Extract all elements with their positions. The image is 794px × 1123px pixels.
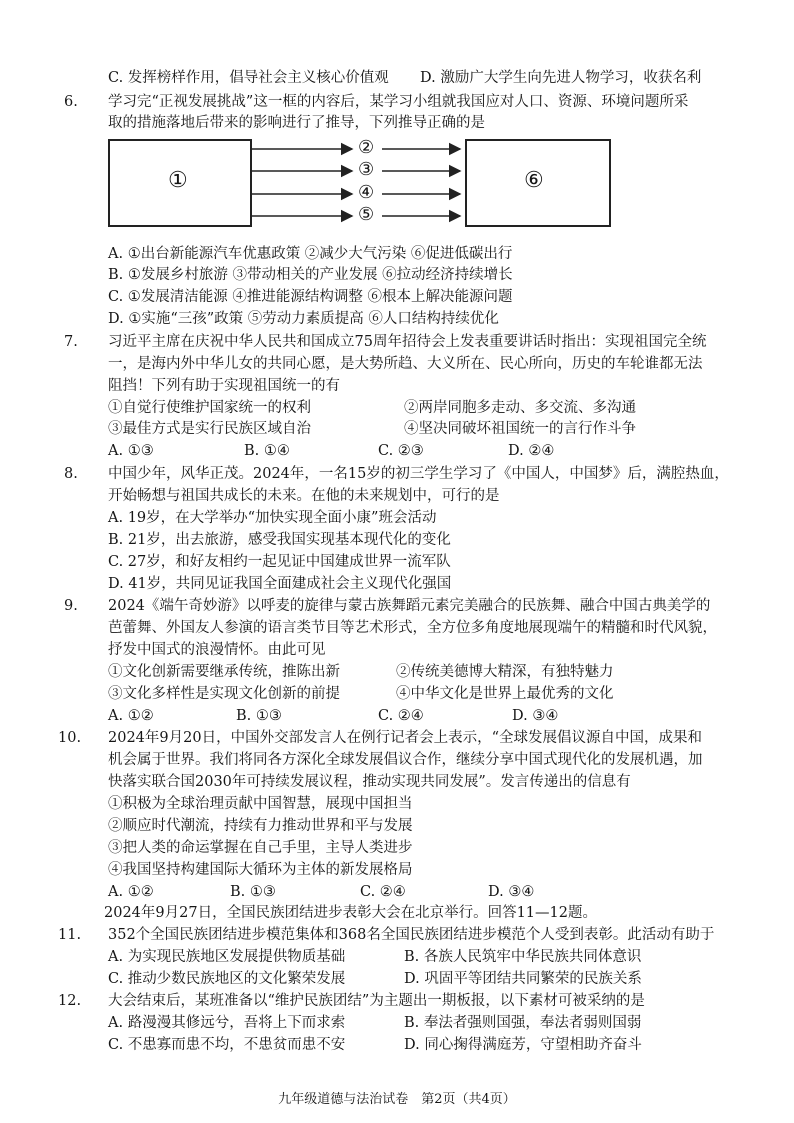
q10-statement-3: ③把人类的命运掌握在自己手里，主导人类进步	[108, 840, 413, 856]
q11-stem: 352个全国民族团结进步模范集体和368名全国民族团结进步模范个人受到表彰。此活动有助于	[108, 927, 715, 943]
q9-stem-line3: 抒发中国式的浪漫情怀。由此可见	[108, 642, 326, 658]
q10-option-b: B. ①③	[230, 884, 276, 900]
q8-option-b: B. 21岁，出去旅游，感受我国实现基本现代化的变化	[108, 532, 451, 548]
q9-number: 9.	[64, 598, 78, 614]
q12-option-b: B. 奉法者强则国强，奉法者弱则国弱	[404, 1015, 642, 1031]
q10-option-c: C. ②④	[360, 884, 406, 900]
q11-option-a: A. 为实现民族地区发展提供物质基础	[108, 949, 346, 965]
q10-option-d: D. ③④	[488, 884, 535, 900]
q8-option-c: C. 27岁，和好友相约一起见证中国建成世界一流军队	[108, 554, 451, 570]
q11-option-d: D. 巩固平等团结共同繁荣的民族关系	[404, 971, 642, 987]
q10-stem-line2: 机会属于世界。我们将同各方深化全球发展倡议合作，继续分享中国式现代化的发展机遇，加	[108, 752, 703, 768]
q7-option-d: D. ②④	[508, 443, 555, 459]
q8-option-a: A. 19岁，在大学举办“加快实现全面小康”班会活动	[108, 510, 437, 526]
q6-option-a: A. ①出台新能源汽车优惠政策 ②减少大气污染 ⑥促进低碳出行	[108, 246, 513, 262]
q8-stem-line2: 开始畅想与祖国共成长的未来。在他的未来规划中，可行的是	[108, 488, 500, 504]
q12-option-a: A. 路漫漫其修远兮，吾将上下而求索	[108, 1015, 346, 1031]
q11-option-b: B. 各族人民筑牢中华民族共同体意识	[404, 949, 642, 965]
q7-stem-line3: 阻挡！下列有助于实现祖国统一的有	[108, 378, 340, 394]
q6-option-c: C. ①发展清洁能源 ④推进能源结构调整 ⑥根本上解决能源问题	[108, 289, 513, 305]
q9-statement-3: ③文化多样性是实现文化创新的前提	[108, 686, 340, 702]
q11-12-intro: 2024年9月27日，全国民族团结进步表彰大会在北京举行。回答11—12题。	[104, 905, 597, 921]
q10-stem-line3: 快落实联合国2030年可持续发展议程，推动实现共同发展”。发言传递出的信息有	[108, 774, 631, 790]
q10-statement-2: ②顺应时代潮流，持续有力推动世界和平与发展	[108, 818, 413, 834]
q9-statement-2: ②传统美德博大精深，有独特魅力	[396, 664, 614, 680]
q8-option-d: D. 41岁，共同见证我国全面建成社会主义现代化强国	[108, 576, 452, 592]
q11-number: 11.	[58, 927, 82, 943]
diagram-label-5: ⑤	[358, 204, 375, 225]
q7-option-a: A. ①③	[108, 443, 154, 459]
diagram-label-6: ⑥	[524, 168, 544, 193]
q12-number: 12.	[58, 993, 82, 1009]
q9-statement-4: ④中华文化是世界上最优秀的文化	[396, 686, 614, 702]
q5-option-c: C. 发挥榜样作用，倡导社会主义核心价值观	[108, 70, 389, 86]
q9-statement-1: ①文化创新需要继承传统，推陈出新	[108, 664, 340, 680]
q7-statement-4: ④坚决同破坏祖国统一的言行作斗争	[404, 421, 636, 437]
q12-option-c: C. 不患寡而患不均，不患贫而患不安	[108, 1037, 346, 1053]
q10-statement-4: ④我国坚持构建国际大循环为主体的新发展格局	[108, 862, 413, 878]
q6-number: 6.	[64, 94, 78, 110]
q9-stem-line2: 芭蕾舞、外国友人参演的语言类节目等艺术形式，全方位多角度地展现端午的精髓和时代风貌，	[108, 620, 717, 636]
q7-number: 7.	[64, 334, 78, 350]
q7-statement-2: ②两岸同胞多走动、多交流、多沟通	[404, 400, 636, 416]
q6-option-b: B. ①发展乡村旅游 ③带动相关的产业发展 ⑥拉动经济持续增长	[108, 267, 513, 283]
q7-stem-line2: 一，是海内外中华儿女的共同心愿，是大势所趋、大义所在、民心所向，历史的车轮谁都无法	[108, 356, 703, 372]
diagram-label-2: ②	[358, 137, 375, 158]
q9-stem-line1: 2024《端午奇妙游》以呼麦的旋律与蒙古族舞蹈元素完美融合的民族舞、融合中国古典美学的	[108, 598, 711, 614]
q10-option-a: A. ①②	[108, 884, 154, 900]
q6-diagram	[100, 133, 620, 233]
q6-option-d: D. ①实施“三孩”政策 ⑤劳动力素质提高 ⑥人口结构持续优化	[108, 311, 499, 327]
q7-option-b: B. ①④	[244, 443, 290, 459]
q7-option-c: C. ②③	[378, 443, 424, 459]
diagram-label-1: ①	[168, 168, 188, 193]
q5-option-d: D. 激励广大学生向先进人物学习，收获名利	[420, 70, 702, 86]
q8-stem-line1: 中国少年，风华正茂。2024年，一名15岁的初三学生学习了《中国人，中国梦》后，满腔热血，	[108, 466, 729, 482]
q12-option-d: D. 同心掬得满庭芳，守望相助齐奋斗	[404, 1037, 642, 1053]
q10-statement-1: ①积极为全球治理贡献中国智慧，展现中国担当	[108, 796, 413, 812]
q9-option-d: D. ③④	[512, 708, 559, 724]
q9-option-c: C. ②④	[378, 708, 424, 724]
q10-stem-line1: 2024年9月20日，中国外交部发言人在例行记者会上表示，“全球发展倡议源自中国，成果和	[108, 730, 702, 746]
q10-number: 10.	[58, 730, 82, 746]
q11-option-c: C. 推动少数民族地区的文化繁荣发展	[108, 971, 346, 987]
q9-option-b: B. ①③	[236, 708, 282, 724]
q7-statement-3: ③最佳方式是实行民族区域自治	[108, 421, 311, 437]
q7-stem-line1: 习近平主席在庆祝中华人民共和国成立75周年招待会上发表重要讲话时指出：实现祖国完全统	[108, 334, 707, 350]
q12-stem: 大会结束后，某班准备以“维护民族团结”为主题出一期板报，以下素材可被采纳的是	[108, 993, 645, 1009]
q7-statement-1: ①自觉行使维护国家统一的权利	[108, 400, 311, 416]
q6-stem-line1: 学习完“正视发展挑战”这一框的内容后，某学习小组就我国应对人口、资源、环境问题所采	[108, 94, 689, 110]
q9-option-a: A. ①②	[108, 708, 154, 724]
diagram-label-4: ④	[358, 182, 375, 203]
diagram-label-3: ③	[358, 159, 375, 180]
q6-stem-line2: 取的措施落地后带来的影响进行了推导，下列推导正确的是	[108, 115, 485, 131]
q8-number: 8.	[64, 466, 78, 482]
page-footer: 九年级道德与法治试卷 第2页（共4页）	[278, 1092, 516, 1107]
